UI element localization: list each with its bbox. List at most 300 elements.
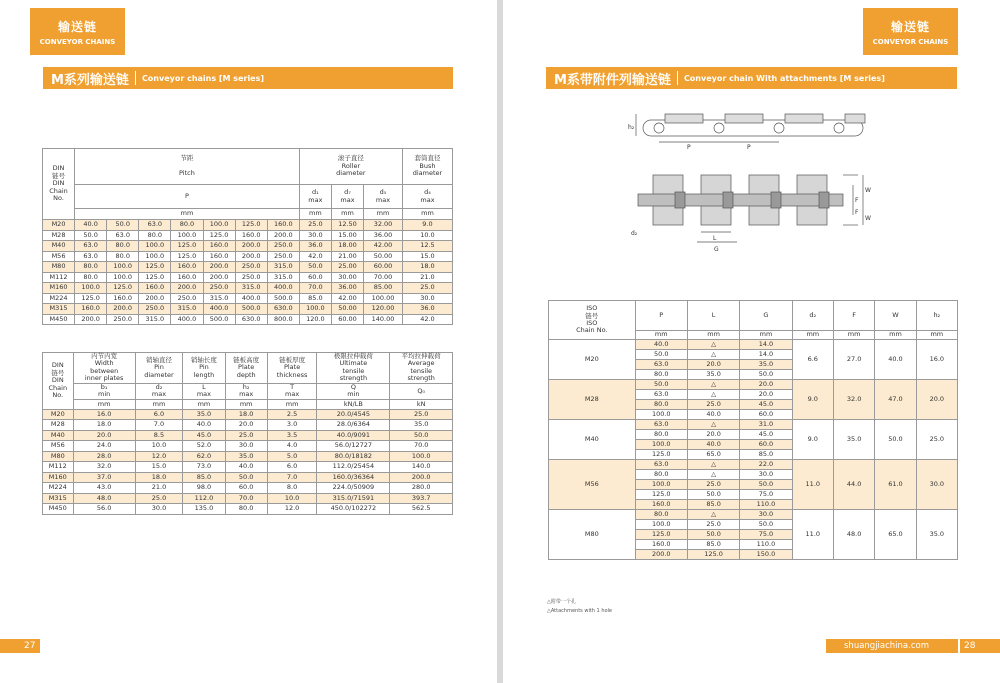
- table-cell: 120.00: [364, 304, 403, 315]
- table-cell: M112: [43, 272, 75, 283]
- table-cell: 15.0: [135, 462, 183, 473]
- table-cell: 200.0: [203, 262, 235, 273]
- table-cell: 250.0: [267, 241, 299, 252]
- table-cell: 63.0: [635, 390, 687, 400]
- unit-cell: mm: [225, 399, 267, 409]
- table-cell: 125.0: [171, 251, 203, 262]
- header-symbol: T max: [267, 383, 317, 399]
- table-cell: 315.0: [203, 293, 235, 304]
- table-cell: 18.0: [402, 262, 452, 273]
- table-cell: △: [687, 380, 739, 390]
- table-cell: M28: [43, 420, 74, 431]
- table-cell: 63.0: [635, 460, 687, 470]
- table-row: [43, 420, 453, 431]
- table-cell: 400.0: [235, 293, 267, 304]
- top-view: [638, 175, 863, 242]
- table-cell: 70.0: [299, 283, 331, 294]
- table-cell: 35.0: [183, 409, 225, 420]
- table-cell: 315.0/71591: [317, 493, 390, 504]
- table-cell: 18.0: [135, 472, 183, 483]
- section-title-en: Conveyor chain With attachments [M series]: [683, 73, 885, 83]
- table-cell: 125.0: [139, 272, 171, 283]
- notes: [547, 598, 612, 616]
- table-cell: 200.0: [235, 251, 267, 262]
- table-row: [43, 493, 453, 504]
- table-cell: 200.0: [139, 293, 171, 304]
- table-cell: 35.0: [687, 370, 739, 380]
- table-cell: 125.0: [635, 450, 687, 460]
- header-chain-no: ISO 链号 ISO Chain No.: [549, 301, 636, 340]
- table-cell: 63.0: [635, 360, 687, 370]
- table-cell: 400.0: [171, 314, 203, 325]
- table-row: [43, 251, 453, 262]
- group-value-cell: 32.0: [833, 380, 874, 420]
- header-column: G: [740, 301, 792, 331]
- header-symbol: L max: [183, 383, 225, 399]
- table-row: [43, 241, 453, 252]
- table-cell: 85.0: [687, 540, 739, 550]
- table-cell: 80.0: [635, 370, 687, 380]
- group-value-cell: 40.0: [875, 340, 916, 380]
- table-cell: 37.0: [73, 472, 135, 483]
- unit-cell: mm: [687, 331, 739, 340]
- table-cell: 100.0: [107, 272, 139, 283]
- header-column: 内节内宽 Width between inner plates: [73, 353, 135, 384]
- table-cell: 160.0: [635, 500, 687, 510]
- table-cell: 200.0: [635, 550, 687, 560]
- table-cell: 56.0/12727: [317, 441, 390, 452]
- table-cell: 80.0: [171, 220, 203, 231]
- table-cell: 50.0: [687, 530, 739, 540]
- unit-cell: mm: [875, 331, 916, 340]
- table-cell: M160: [43, 472, 74, 483]
- table-row: [43, 262, 453, 273]
- table-cell: 200.0: [203, 272, 235, 283]
- header-column: d₂: [792, 301, 833, 331]
- table-cell: 30.00: [331, 272, 363, 283]
- table-cell: 28.0/6364: [317, 420, 390, 431]
- unit-cell: mm: [916, 331, 957, 340]
- table-cell: 393.7: [390, 493, 453, 504]
- header-symbol: d₄ max: [402, 185, 452, 209]
- unit-cell: mm: [267, 399, 317, 409]
- table-cell: 100.0: [139, 241, 171, 252]
- website: shuangjiachina.com: [826, 639, 958, 653]
- section-title-en: Conveyor chains [M series]: [141, 73, 265, 83]
- chain-no-cell: M80: [549, 510, 636, 560]
- table-cell: 25.0: [687, 480, 739, 490]
- table-cell: 80.0: [635, 400, 687, 410]
- table-cell: 50.0: [635, 350, 687, 360]
- table-cell: 8.0: [267, 483, 317, 494]
- table-cell: 12.0: [135, 451, 183, 462]
- table-cell: 140.0: [390, 462, 453, 473]
- pitch-table: [42, 148, 453, 325]
- table-row: [43, 230, 453, 241]
- unit-cell: kN: [390, 399, 453, 409]
- table-cell: 100.0: [203, 220, 235, 231]
- table-cell: M20: [43, 220, 75, 231]
- group-value-cell: 9.0: [792, 420, 833, 460]
- table-cell: 200.0: [390, 472, 453, 483]
- table-cell: 40.0: [687, 440, 739, 450]
- table-cell: 31.0: [740, 420, 792, 430]
- header-roller: 滚子直径 Roller diameter: [299, 149, 402, 185]
- table-cell: 50.0: [225, 472, 267, 483]
- category-tab-en: CONVEYOR CHAINS: [872, 38, 949, 46]
- header-symbol: Q₀: [390, 383, 453, 399]
- table-cell: 56.0: [73, 504, 135, 515]
- table-cell: M40: [43, 430, 74, 441]
- table-cell: 42.0: [402, 314, 452, 325]
- table-cell: 250.0: [107, 314, 139, 325]
- table-cell: 50.0: [740, 480, 792, 490]
- unit-cell: mm: [299, 209, 331, 220]
- table-cell: 125.0: [635, 530, 687, 540]
- category-tab: [863, 8, 958, 55]
- table-cell: 100.0: [635, 480, 687, 490]
- category-tab-cn: 输送链: [57, 20, 97, 34]
- table-cell: 20.0: [740, 390, 792, 400]
- table-cell: 85.0: [183, 472, 225, 483]
- table-cell: △: [687, 350, 739, 360]
- table-cell: M80: [43, 451, 74, 462]
- header-symbol: h₂ max: [225, 383, 267, 399]
- header-column: F: [833, 301, 874, 331]
- group-value-cell: 20.0: [916, 380, 957, 420]
- unit-cell: mm: [740, 331, 792, 340]
- table-cell: 160.0: [139, 283, 171, 294]
- table-row: [549, 420, 958, 430]
- table-cell: 30.0: [299, 230, 331, 241]
- table-cell: 63.0: [75, 241, 107, 252]
- table-cell: 36.0: [402, 304, 452, 315]
- table-cell: 125.0: [687, 550, 739, 560]
- table-row: [549, 460, 958, 470]
- table-cell: 16.0: [73, 409, 135, 420]
- table-cell: 40.0: [635, 340, 687, 350]
- table-cell: 25.0: [390, 409, 453, 420]
- unit-cell: kN/LB: [317, 399, 390, 409]
- table-cell: 30.0: [135, 504, 183, 515]
- table-cell: 112.0/25454: [317, 462, 390, 473]
- table-cell: 80.0: [107, 251, 139, 262]
- table-cell: 18.00: [331, 241, 363, 252]
- page-number-right: 28: [960, 639, 1000, 653]
- page-number-left: 27: [0, 639, 40, 653]
- table-cell: 35.0: [390, 420, 453, 431]
- table-cell: 48.0: [73, 493, 135, 504]
- table-row: [43, 441, 453, 452]
- header-pitch: 节距 Pitch: [75, 149, 300, 185]
- table-cell: 75.0: [740, 490, 792, 500]
- header-column: L: [687, 301, 739, 331]
- table-cell: 30.0: [740, 510, 792, 520]
- table-cell: 9.0: [402, 220, 452, 231]
- table-cell: 50.00: [364, 251, 403, 262]
- dimension-table: [42, 352, 453, 515]
- header-column: 销轴直径 Pin diameter: [135, 353, 183, 384]
- label-l: L: [713, 235, 717, 242]
- table-cell: 50.0: [107, 220, 139, 231]
- table-cell: 80.0: [635, 470, 687, 480]
- table-cell: 100.0: [107, 262, 139, 273]
- table-cell: 35.0: [740, 360, 792, 370]
- table-cell: M315: [43, 493, 74, 504]
- table-cell: 8.5: [135, 430, 183, 441]
- table-cell: 125.0: [139, 262, 171, 273]
- label-w2: W: [865, 215, 871, 222]
- table-cell: 125.0: [171, 241, 203, 252]
- table-cell: 42.00: [364, 241, 403, 252]
- table-cell: 25.0: [402, 283, 452, 294]
- table-cell: M450: [43, 314, 75, 325]
- table-row: [43, 430, 453, 441]
- group-value-cell: 9.0: [792, 380, 833, 420]
- table-cell: 630.0: [267, 304, 299, 315]
- table-cell: 20.0/4545: [317, 409, 390, 420]
- table-cell: M224: [43, 483, 74, 494]
- group-value-cell: 11.0: [792, 510, 833, 560]
- table-cell: 160.0: [171, 262, 203, 273]
- table-cell: 45.0: [740, 400, 792, 410]
- table-cell: 450.0/102272: [317, 504, 390, 515]
- table-cell: 80.0: [139, 230, 171, 241]
- table-row: [549, 380, 958, 390]
- table-row: [549, 340, 958, 350]
- table-cell: 40.0/9091: [317, 430, 390, 441]
- table-cell: 7.0: [135, 420, 183, 431]
- header-symbol: d₁ max: [299, 185, 331, 209]
- table-cell: 125.0: [203, 230, 235, 241]
- table-cell: 100.0: [139, 251, 171, 262]
- table-cell: 50.0: [390, 430, 453, 441]
- table-cell: 14.0: [740, 340, 792, 350]
- table-cell: 80.0/18182: [317, 451, 390, 462]
- table-cell: 25.0: [687, 520, 739, 530]
- table-cell: 25.0: [225, 430, 267, 441]
- table-cell: 160.0: [267, 220, 299, 231]
- table-cell: 150.0: [740, 550, 792, 560]
- section-title-divider: [135, 71, 136, 85]
- table-cell: M28: [43, 230, 75, 241]
- table-cell: 36.0: [299, 241, 331, 252]
- table-cell: 98.0: [183, 483, 225, 494]
- header-chain-no: DIN 链号 DIN Chain No.: [43, 149, 75, 220]
- table-cell: 224.0/50909: [317, 483, 390, 494]
- table-cell: 30.0: [402, 293, 452, 304]
- table-cell: 20.0: [740, 380, 792, 390]
- group-value-cell: 61.0: [875, 460, 916, 510]
- table-cell: 10.0: [135, 441, 183, 452]
- table-cell: M224: [43, 293, 75, 304]
- section-title-cn: M系列输送链: [51, 72, 129, 88]
- table-cell: 32.00: [364, 220, 403, 231]
- category-tab-en: CONVEYOR CHAINS: [39, 38, 116, 46]
- table-cell: 25.0: [135, 493, 183, 504]
- header-column: 销轴长度 Pin length: [183, 353, 225, 384]
- table-cell: 100.0: [75, 283, 107, 294]
- table-row: [43, 462, 453, 473]
- table-cell: △: [687, 420, 739, 430]
- chain-no-cell: M56: [549, 460, 636, 510]
- table-cell: 30.0: [225, 441, 267, 452]
- chain-no-cell: M20: [549, 340, 636, 380]
- table-cell: 35.0: [225, 451, 267, 462]
- table-cell: 250.0: [235, 262, 267, 273]
- table-cell: 6.0: [135, 409, 183, 420]
- table-cell: 100.0: [635, 440, 687, 450]
- header-column: 极限拉伸载荷 Ultimate tensile strength: [317, 353, 390, 384]
- right-page: [503, 0, 1000, 683]
- table-cell: 25.0: [687, 400, 739, 410]
- label-g: G: [714, 246, 719, 253]
- group-value-cell: 27.0: [833, 340, 874, 380]
- group-value-cell: 35.0: [916, 510, 957, 560]
- table-cell: 20.0: [687, 430, 739, 440]
- header-column: h₂: [916, 301, 957, 331]
- table-cell: 315.0: [235, 283, 267, 294]
- table-cell: 85.0: [740, 450, 792, 460]
- table-cell: M315: [43, 304, 75, 315]
- table-cell: 24.0: [73, 441, 135, 452]
- table-cell: 160.0: [75, 304, 107, 315]
- table-cell: 70.00: [364, 272, 403, 283]
- unit-cell: mm: [331, 209, 363, 220]
- table-cell: 160.0/36364: [317, 472, 390, 483]
- table-cell: M40: [43, 241, 75, 252]
- table-cell: 125.0: [635, 490, 687, 500]
- table-cell: 100.0: [390, 451, 453, 462]
- group-value-cell: 50.0: [875, 420, 916, 460]
- group-value-cell: 16.0: [916, 340, 957, 380]
- table-cell: M450: [43, 504, 74, 515]
- group-value-cell: 65.0: [875, 510, 916, 560]
- table-row: [43, 272, 453, 283]
- label-p1: P: [687, 144, 691, 151]
- table-cell: 160.0: [203, 241, 235, 252]
- table-cell: 280.0: [390, 483, 453, 494]
- table-cell: 60.0: [740, 440, 792, 450]
- table-cell: 7.0: [267, 472, 317, 483]
- table-cell: 140.00: [364, 314, 403, 325]
- table-cell: 200.0: [171, 283, 203, 294]
- table-cell: 50.00: [331, 304, 363, 315]
- table-cell: 250.0: [267, 251, 299, 262]
- table-cell: 315.0: [171, 304, 203, 315]
- table-row: [43, 451, 453, 462]
- table-cell: 500.0: [235, 304, 267, 315]
- table-cell: 200.0: [75, 314, 107, 325]
- table-cell: 50.0: [740, 370, 792, 380]
- table-cell: 15.0: [402, 251, 452, 262]
- table-cell: 100.0: [171, 230, 203, 241]
- table-cell: 75.0: [740, 530, 792, 540]
- table-cell: 70.0: [390, 441, 453, 452]
- table-cell: 100.0: [635, 520, 687, 530]
- chain-no-cell: M28: [549, 380, 636, 420]
- section-title-divider: [677, 71, 678, 85]
- table-cell: △: [687, 510, 739, 520]
- table-cell: 20.0: [225, 420, 267, 431]
- table-cell: 12.50: [331, 220, 363, 231]
- table-cell: 60.0: [225, 483, 267, 494]
- table-cell: 125.0: [107, 283, 139, 294]
- table-cell: 63.0: [107, 230, 139, 241]
- header-symbol: d₂ max: [135, 383, 183, 399]
- header-column: 链板厚度 Plate thickness: [267, 353, 317, 384]
- table-cell: 18.0: [73, 420, 135, 431]
- table-cell: 50.0: [687, 490, 739, 500]
- table-cell: 315.0: [267, 272, 299, 283]
- attachment-table: [548, 300, 958, 560]
- header-column: P: [635, 301, 687, 331]
- group-value-cell: 44.0: [833, 460, 874, 510]
- table-cell: 52.0: [183, 441, 225, 452]
- table-cell: 3.5: [267, 430, 317, 441]
- table-cell: 110.0: [740, 500, 792, 510]
- table-cell: △: [687, 470, 739, 480]
- header-symbol: d₅ max: [364, 185, 403, 209]
- table-cell: 500.0: [203, 314, 235, 325]
- table-cell: 60.00: [331, 314, 363, 325]
- table-cell: 400.0: [203, 304, 235, 315]
- table-cell: 400.0: [267, 283, 299, 294]
- table-cell: 80.0: [225, 504, 267, 515]
- table-cell: 160.0: [107, 293, 139, 304]
- table-cell: 42.00: [331, 293, 363, 304]
- header-symbol: Q min: [317, 383, 390, 399]
- category-tab-cn: 输送链: [890, 20, 930, 34]
- table-cell: 50.0: [635, 380, 687, 390]
- table-cell: 160.0: [635, 540, 687, 550]
- table-cell: 63.0: [139, 220, 171, 231]
- table-cell: 36.00: [331, 283, 363, 294]
- table-cell: 125.0: [235, 220, 267, 231]
- chain-no-cell: M40: [549, 420, 636, 460]
- group-value-cell: 11.0: [792, 460, 833, 510]
- table-cell: 43.0: [73, 483, 135, 494]
- table-cell: 22.0: [740, 460, 792, 470]
- table-cell: 80.0: [107, 241, 139, 252]
- table-cell: 15.00: [331, 230, 363, 241]
- table-cell: 21.0: [135, 483, 183, 494]
- group-value-cell: 35.0: [833, 420, 874, 460]
- table-cell: 63.0: [635, 420, 687, 430]
- table-cell: 250.0: [235, 272, 267, 283]
- header-column: W: [875, 301, 916, 331]
- table-cell: 800.0: [267, 314, 299, 325]
- table-cell: 100.0: [635, 410, 687, 420]
- table-row: [43, 220, 453, 231]
- section-title-cn: M系带附件列输送链: [554, 72, 671, 88]
- table-cell: 36.00: [364, 230, 403, 241]
- table-cell: 14.0: [740, 350, 792, 360]
- table-cell: 21.0: [402, 272, 452, 283]
- table-cell: 40.0: [225, 462, 267, 473]
- table-row: [43, 314, 453, 325]
- table-cell: 12.5: [402, 241, 452, 252]
- table-row: [43, 472, 453, 483]
- table-cell: M20: [43, 409, 74, 420]
- table-cell: 500.0: [267, 293, 299, 304]
- table-cell: 40.0: [75, 220, 107, 231]
- table-cell: 80.0: [75, 272, 107, 283]
- table-cell: 50.0: [75, 230, 107, 241]
- unit-cell: mm: [635, 331, 687, 340]
- table-cell: 50.0: [740, 520, 792, 530]
- table-cell: 62.0: [183, 451, 225, 462]
